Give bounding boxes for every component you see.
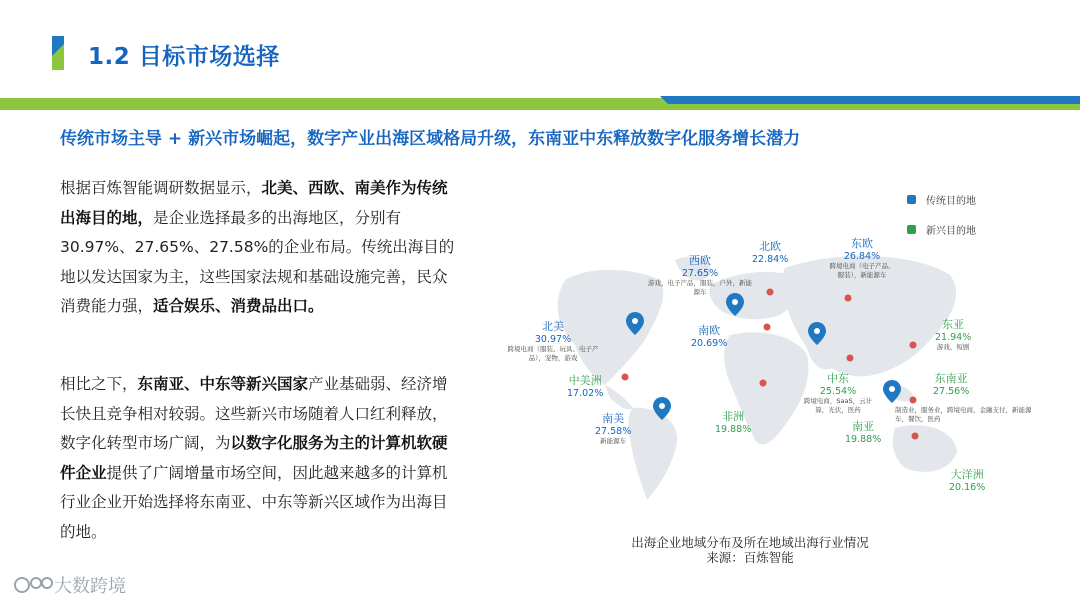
- region-pct: 17.02%: [567, 388, 604, 399]
- region-name: 东亚: [942, 318, 965, 331]
- para1-text-2: 是企业选择最多的出海地区，分别有30.97%、27.65%、27.58%的企业布局。传统出海目的地以发达国家为主，这些国家法规和基础设施完善，民众消费能力强，: [60, 208, 455, 315]
- legend-traditional: [907, 192, 976, 207]
- region-name: 北美: [542, 320, 564, 333]
- region-industries: 跨境电商（服装、玩具、电子产品），宠物，游戏: [507, 345, 599, 362]
- legend-emerging-label: 新兴目的地: [926, 226, 976, 237]
- region-pct: 27.65%: [681, 268, 719, 279]
- region-name: 东南亚: [934, 372, 968, 385]
- region-name: 西欧: [689, 254, 711, 267]
- legend-traditional-label: 传统目的地: [926, 196, 976, 207]
- region-pct: 19.88%: [715, 424, 752, 435]
- region-name: 南欧: [698, 324, 721, 337]
- region-south-asia: [845, 418, 881, 445]
- para2-text-3: 提供了广阔增量市场空间，因此越来越多的计算机行业企业开始选择将东南亚、中东等新兴区域作为出海目的地。: [60, 463, 448, 541]
- watermark: [14, 572, 126, 598]
- para2-text-1: 相比之下，: [60, 375, 138, 393]
- region-pct: 20.16%: [949, 482, 986, 493]
- page-title: 1.2 目标市场选择: [88, 44, 280, 70]
- region-north-america: [503, 318, 603, 363]
- para2-bold-2: 以数字化服务为主的计算机软硬件企业: [60, 434, 448, 482]
- legend-swatch-green: [907, 225, 916, 234]
- region-name: 东欧: [851, 237, 873, 250]
- region-pct: 21.94%: [935, 332, 972, 343]
- region-middle-east: [803, 370, 873, 415]
- region-industries: 游戏，电子产品，服装，户外，新能源车: [648, 279, 752, 296]
- region-pct: 26.84%: [843, 251, 881, 262]
- paragraph-traditional-markets: [60, 174, 460, 322]
- region-north-europe: [752, 238, 788, 265]
- para2-bold-1: 东南亚、中东等新兴国家: [137, 375, 309, 393]
- paragraph-emerging-markets: [60, 370, 460, 547]
- region-industries: 跨境电商，SaaS，云计算，光伏，医药: [803, 397, 873, 414]
- region-name: 大洋洲: [950, 468, 984, 481]
- region-pct: 25.54%: [819, 386, 857, 397]
- region-pct: 30.97%: [534, 334, 572, 345]
- title-accent-bar: [52, 36, 64, 70]
- region-name: 南美: [602, 412, 625, 425]
- region-southeast-asia-industries: [895, 406, 1035, 424]
- region-pct: 20.69%: [691, 338, 728, 349]
- region-name: 中美洲: [568, 374, 602, 387]
- region-pct: 27.56%: [933, 386, 970, 397]
- region-south-america: [595, 410, 631, 446]
- region-name: 中东: [827, 372, 849, 385]
- section-subtitle: 传统市场主导 + 新兴市场崛起，数字产业出海区域格局升级，东南亚中东释放数字化服务增长潜力: [60, 129, 801, 149]
- region-name: 南亚: [852, 420, 875, 433]
- header-divider-band: [0, 96, 1080, 112]
- legend-emerging: [907, 222, 976, 237]
- region-pct: 19.88%: [845, 434, 882, 445]
- para1-bold-1: 北美、西欧、南美作为传统出海目的地，: [60, 179, 448, 227]
- region-name: 非洲: [722, 410, 745, 423]
- watermark-text: 大数跨境: [54, 576, 126, 597]
- region-oceania: [949, 466, 985, 493]
- world-map-figure: [495, 180, 1080, 520]
- region-africa: [715, 408, 751, 435]
- figure-caption: [600, 535, 900, 565]
- para2-text-2: 产业基础弱、经济增长快且竞争相对较弱。这些新兴市场随着人口红利释放，数字化转型市场广阔，为: [60, 375, 448, 452]
- region-industries: 游戏，短剧: [936, 343, 970, 351]
- region-industries: 跨境电商（电子产品、服装），新能源车: [829, 262, 895, 279]
- para1-bold-2: 适合娱乐、消费品出口。: [153, 297, 324, 315]
- region-southeast-asia: [933, 370, 969, 397]
- region-industries: 新能源车: [600, 437, 627, 445]
- region-east-asia: [935, 316, 971, 352]
- region-central-america: [567, 372, 603, 399]
- watermark-logo-icon: [14, 574, 54, 596]
- region-south-europe: [691, 322, 727, 349]
- region-pct: 22.84%: [752, 254, 789, 265]
- region-industries: 制造业，服务业，跨境电商，金融支付，新能源车，餐饮，医药: [895, 406, 1032, 423]
- region-pct: 27.58%: [595, 426, 632, 437]
- legend-swatch-blue: [907, 195, 916, 204]
- para1-text-1: 根据百炼智能调研数据显示，: [60, 179, 262, 197]
- region-west-europe: [645, 252, 755, 297]
- region-name: 北欧: [759, 240, 782, 253]
- region-east-europe: [827, 235, 897, 280]
- caption-source: 来源：百炼智能: [706, 550, 794, 565]
- caption-title: 出海企业地域分布及所在地域出海行业情况: [631, 535, 869, 550]
